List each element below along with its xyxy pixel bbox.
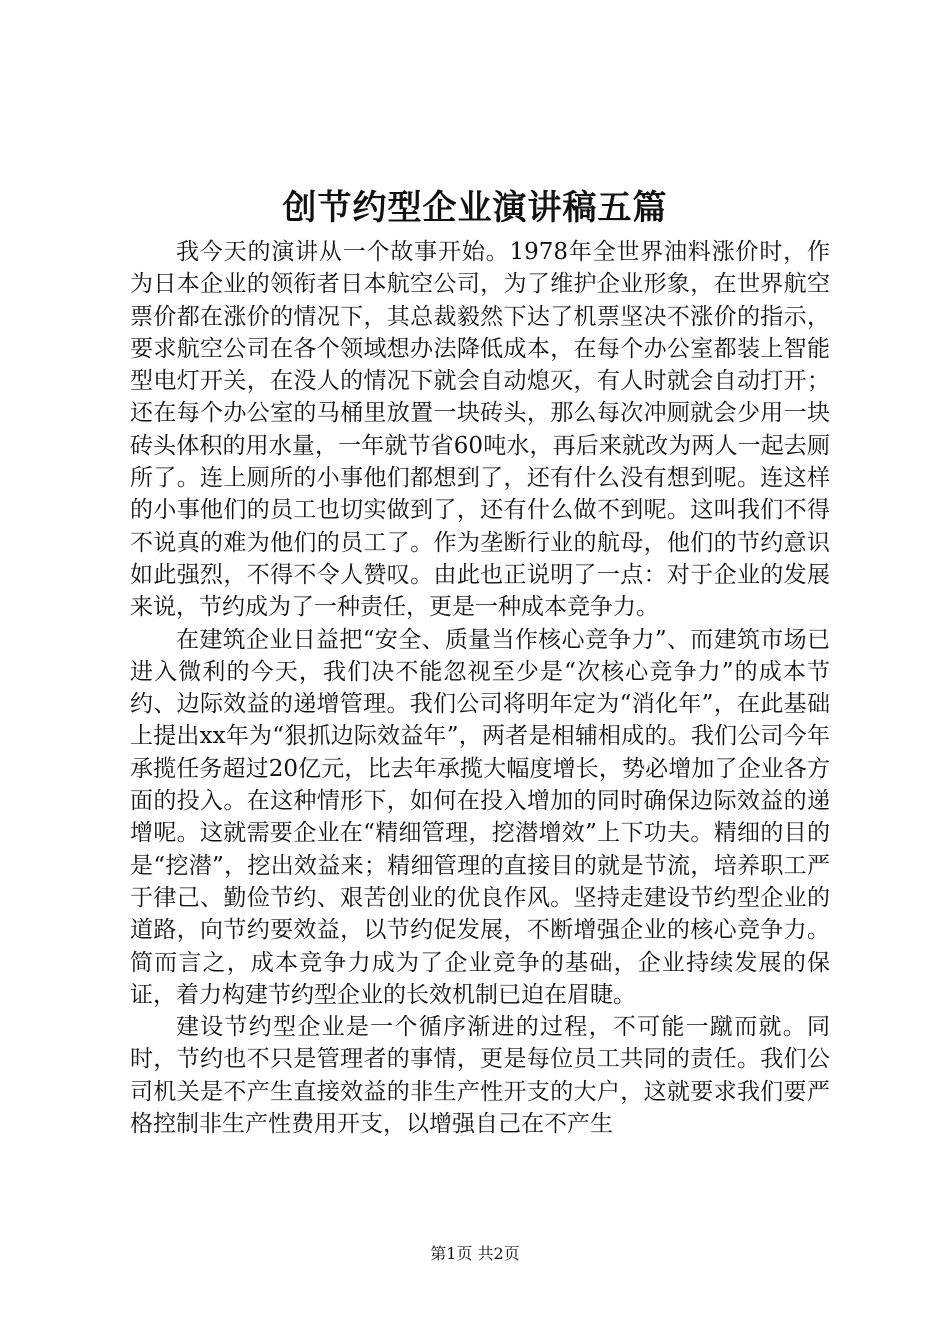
paragraph: 建设节约型企业是一个循序渐进的过程，不可能一蹴而就。同时，节约也不只是管理者的事情，更是每位员工共同的责任。我们公司机关是不产生直接效益的非生产性开支的大户，这就要求我们要严格控制非生产性费用开支，以增强自己在不产生 [130, 1014, 830, 1138]
paragraph: 我今天的演讲从一个故事开始。1978年全世界油料涨价时，作为日本企业的领衔者日本航空公司，为了维护企业形象，在世界航空票价都在涨价的情况下，其总裁毅然下达了机票坚决不涨价的指示，要求航空公司在各个领域想办法降低成本，在每个办公室都装上智能型电灯开关，在没人的情况下就会自动熄灭，有人时就会自动打开；还在每个办公室的马桶里放置一块砖头，那么每次冲厕就会少用一块砖头体积的用水量，一年就节省60吨水，再后来就改为两人一起去厕所了。连上厕所的小事他们都想到了，还有什么没有想到呢。连这样的小事他们的员工也切实做到了，还有什么做不到呢。这叫我们不得不说真的难为他们的员工了。作为垄断行业的航母，他们的节约意识如此强烈，不得不令人赞叹。由此也正说明了一点：对于企业的发展来说，节约成为了一种责任，更是一种成本竞争力。 [130, 239, 830, 621]
document-title: 创节约型企业演讲稿五篇 [282, 188, 668, 228]
paragraph: 在建筑企业日益把“安全、质量当作核心竞争力”、而建筑市场已进入微利的今天，我们决不能忽视至少是“次核心竞争力”的成本节约、边际效益的递增管理。我们公司将明年定为“消化年”，在此基础上提出xx年为“狠抓边际效益年”，两者是相辅相成的。我们公司今年承揽任务超过20亿元，比去年承揽大幅度增长，势必增加了企业各方面的投入。在这种情形下，如何在投入增加的同时确保边际效益的递增呢。这就需要企业在“精细管理，挖潜增效”上下功夫。精细的目的是“挖潜”，挖出效益来；精细管理的直接目的就是节流，培养职工严于律己、勤俭节约、艰苦创业的优良作风。坚持走建设节约型企业的道路，向节约要效益，以节约促发展，不断增强企业的核心竞争力。简而言之，成本竞争力成为了企业竞争的基础，企业持续发展的保证，着力构建节约型企业的长效机制已迫在眉睫。 [130, 626, 830, 1008]
page-footer: 第1页 共2页 [430, 1244, 520, 1263]
document-body [130, 236, 830, 1140]
